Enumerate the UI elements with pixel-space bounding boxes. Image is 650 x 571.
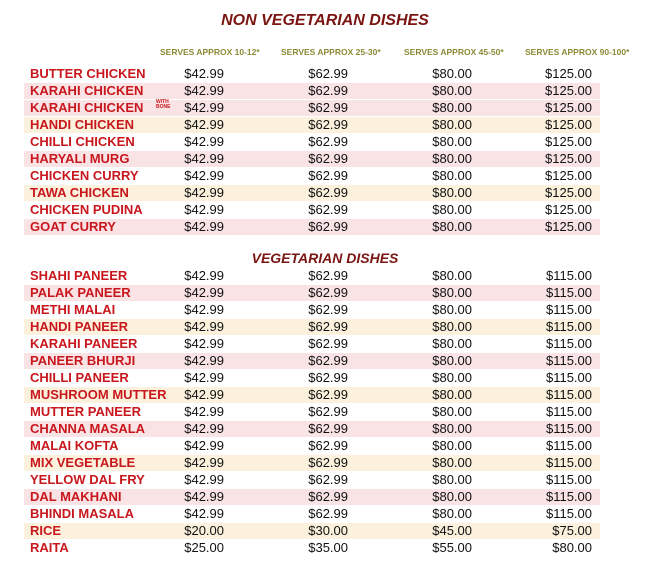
serves-header-2: SERVES APPROX 25-30* [281,47,381,57]
price-tier-4: $115.00 [545,455,592,470]
price-tier-1: $42.99 [184,438,224,453]
price-tier-4: $125.00 [545,100,592,115]
price-tier-4: $115.00 [545,302,592,317]
menu-row [24,168,600,184]
non-veg-title: NON VEGETARIAN DISHES [221,12,429,29]
price-tier-3: $80.00 [432,83,472,98]
price-tier-4: $125.00 [545,83,592,98]
dish-name: HARYALI MURG [30,151,130,166]
price-tier-2: $62.99 [308,438,348,453]
price-tier-1: $25.00 [184,540,224,555]
dish-name: RAITA [30,540,69,555]
price-tier-1: $42.99 [184,100,224,115]
menu-row [24,268,600,284]
price-tier-2: $62.99 [308,134,348,149]
menu-row [24,336,600,352]
dish-name: SHAHI PANEER [30,268,128,283]
dish-name: MUSHROOM MUTTER [30,387,167,402]
price-tier-4: $125.00 [545,66,592,81]
menu-row [24,421,600,437]
menu-row [24,523,600,539]
price-tier-1: $42.99 [184,202,224,217]
dish-name: CHILLI PANEER [30,370,129,385]
dish-name: TAWA CHICKEN [30,185,129,200]
price-tier-1: $42.99 [184,151,224,166]
price-tier-4: $125.00 [545,219,592,234]
dish-name: MALAI KOFTA [30,438,119,453]
menu-row [24,66,600,82]
price-tier-3: $80.00 [432,268,472,283]
price-tier-2: $62.99 [308,66,348,81]
price-tier-4: $125.00 [545,117,592,132]
price-tier-1: $42.99 [184,421,224,436]
price-tier-4: $115.00 [545,506,592,521]
menu-row [24,370,600,386]
price-tier-3: $80.00 [432,151,472,166]
serves-header-4: SERVES APPROX 90-100* [525,47,630,57]
price-tier-2: $62.99 [308,370,348,385]
dish-name: MUTTER PANEER [30,404,141,419]
price-tier-3: $80.00 [432,387,472,402]
price-tier-4: $125.00 [545,168,592,183]
price-tier-4: $80.00 [552,540,592,555]
dish-name: MIX VEGETABLE [30,455,136,470]
price-tier-4: $115.00 [545,489,592,504]
price-tier-2: $62.99 [308,100,348,115]
menu-row [24,540,600,556]
price-tier-3: $80.00 [432,185,472,200]
price-tier-1: $42.99 [184,387,224,402]
dish-name: CHILLI CHICKEN [30,134,135,149]
price-tier-2: $62.99 [308,404,348,419]
price-tier-2: $62.99 [308,185,348,200]
price-tier-2: $62.99 [308,489,348,504]
dish-name: BHINDI MASALA [30,506,134,521]
price-tier-4: $115.00 [545,387,592,402]
price-tier-4: $125.00 [545,202,592,217]
price-tier-3: $80.00 [432,370,472,385]
menu-row [24,285,600,301]
dish-name: PALAK PANEER [30,285,131,300]
menu-row [24,151,600,167]
menu-row [24,100,600,116]
price-tier-4: $115.00 [545,319,592,334]
price-tier-3: $80.00 [432,202,472,217]
price-tier-3: $80.00 [432,319,472,334]
menu-row [24,353,600,369]
price-tier-2: $62.99 [308,319,348,334]
price-tier-1: $42.99 [184,302,224,317]
serves-header-1: SERVES APPROX 10-12* [160,47,260,57]
price-tier-4: $115.00 [545,472,592,487]
dish-name: METHI MALAI [30,302,116,317]
price-tier-3: $80.00 [432,472,472,487]
price-tier-4: $125.00 [545,185,592,200]
price-tier-1: $20.00 [184,523,224,538]
menu-row [24,83,600,99]
dish-name: GOAT CURRY [30,219,116,234]
price-tier-1: $42.99 [184,219,224,234]
price-tier-3: $80.00 [432,134,472,149]
price-tier-1: $42.99 [184,168,224,183]
price-tier-2: $62.99 [308,151,348,166]
price-tier-3: $80.00 [432,455,472,470]
price-tier-1: $42.99 [184,83,224,98]
price-tier-4: $115.00 [545,353,592,368]
price-tier-1: $42.99 [184,455,224,470]
dish-name: CHICKEN CURRY [30,168,139,183]
price-tier-1: $42.99 [184,134,224,149]
price-tier-1: $42.99 [184,506,224,521]
menu-row [24,202,600,218]
menu-row [24,117,600,133]
price-tier-1: $42.99 [184,185,224,200]
dish-name: RICE [30,523,62,538]
dish-note: WITH BONE [156,99,171,110]
price-tier-2: $62.99 [308,168,348,183]
price-tier-3: $80.00 [432,285,472,300]
price-tier-2: $62.99 [308,421,348,436]
price-tier-4: $115.00 [545,421,592,436]
serves-header-3: SERVES APPROX 45-50* [404,47,504,57]
price-tier-4: $115.00 [545,268,592,283]
price-tier-1: $42.99 [184,319,224,334]
menu-row [24,438,600,454]
price-tier-3: $80.00 [432,336,472,351]
price-tier-1: $42.99 [184,268,224,283]
price-tier-2: $62.99 [308,336,348,351]
menu-row [24,472,600,488]
price-tier-2: $62.99 [308,268,348,283]
price-tier-3: $80.00 [432,489,472,504]
price-tier-3: $80.00 [432,438,472,453]
dish-name: KARAHI CHICKEN [30,100,144,115]
dish-name: CHICKEN PUDINA [30,202,143,217]
price-tier-3: $80.00 [432,66,472,81]
price-tier-1: $42.99 [184,66,224,81]
menu-row [24,302,600,318]
price-tier-3: $80.00 [432,421,472,436]
dish-name: CHANNA MASALA [30,421,146,436]
price-tier-2: $35.00 [308,540,348,555]
menu-row [24,185,600,201]
price-tier-3: $80.00 [432,353,472,368]
price-tier-2: $62.99 [308,302,348,317]
dish-name: DAL MAKHANI [30,489,122,504]
price-tier-3: $80.00 [432,404,472,419]
dish-name: HANDI PANEER [30,319,128,334]
price-tier-2: $62.99 [308,353,348,368]
menu-row [24,319,600,335]
dish-name: KARAHI CHICKEN [30,83,144,98]
price-tier-1: $42.99 [184,117,224,132]
price-tier-3: $80.00 [432,302,472,317]
dish-name: KARAHI PANEER [30,336,138,351]
price-tier-2: $62.99 [308,117,348,132]
price-tier-2: $62.99 [308,506,348,521]
price-tier-4: $125.00 [545,151,592,166]
price-tier-2: $62.99 [308,83,348,98]
price-tier-1: $42.99 [184,336,224,351]
price-tier-2: $62.99 [308,472,348,487]
price-tier-4: $115.00 [545,370,592,385]
dish-name: YELLOW DAL FRY [30,472,145,487]
price-tier-1: $42.99 [184,353,224,368]
price-tier-3: $80.00 [432,506,472,521]
menu-row [24,489,600,505]
price-tier-2: $62.99 [308,387,348,402]
price-tier-4: $75.00 [552,523,592,538]
price-tier-4: $115.00 [545,336,592,351]
price-tier-2: $62.99 [308,202,348,217]
menu-row [24,219,600,235]
menu-row [24,506,600,522]
price-tier-1: $42.99 [184,404,224,419]
veg-title: VEGETARIAN DISHES [251,250,399,266]
menu-row [24,387,600,403]
price-tier-3: $80.00 [432,168,472,183]
menu-row [24,134,600,150]
price-tier-1: $42.99 [184,472,224,487]
price-tier-3: $80.00 [432,100,472,115]
menu-row [24,404,600,420]
price-tier-1: $42.99 [184,370,224,385]
price-tier-4: $115.00 [545,404,592,419]
price-tier-2: $30.00 [308,523,348,538]
price-tier-1: $42.99 [184,285,224,300]
dish-name: PANEER BHURJI [30,353,136,368]
dish-name: HANDI CHICKEN [30,117,134,132]
price-tier-4: $115.00 [545,285,592,300]
menu-row [24,455,600,471]
price-tier-2: $62.99 [308,455,348,470]
price-tier-2: $62.99 [308,219,348,234]
price-tier-3: $45.00 [432,523,472,538]
price-tier-4: $115.00 [545,438,592,453]
price-tier-4: $125.00 [545,134,592,149]
price-tier-1: $42.99 [184,489,224,504]
price-tier-3: $80.00 [432,219,472,234]
price-tier-3: $80.00 [432,117,472,132]
price-tier-3: $55.00 [432,540,472,555]
dish-name: BUTTER CHICKEN [30,66,146,81]
price-tier-2: $62.99 [308,285,348,300]
